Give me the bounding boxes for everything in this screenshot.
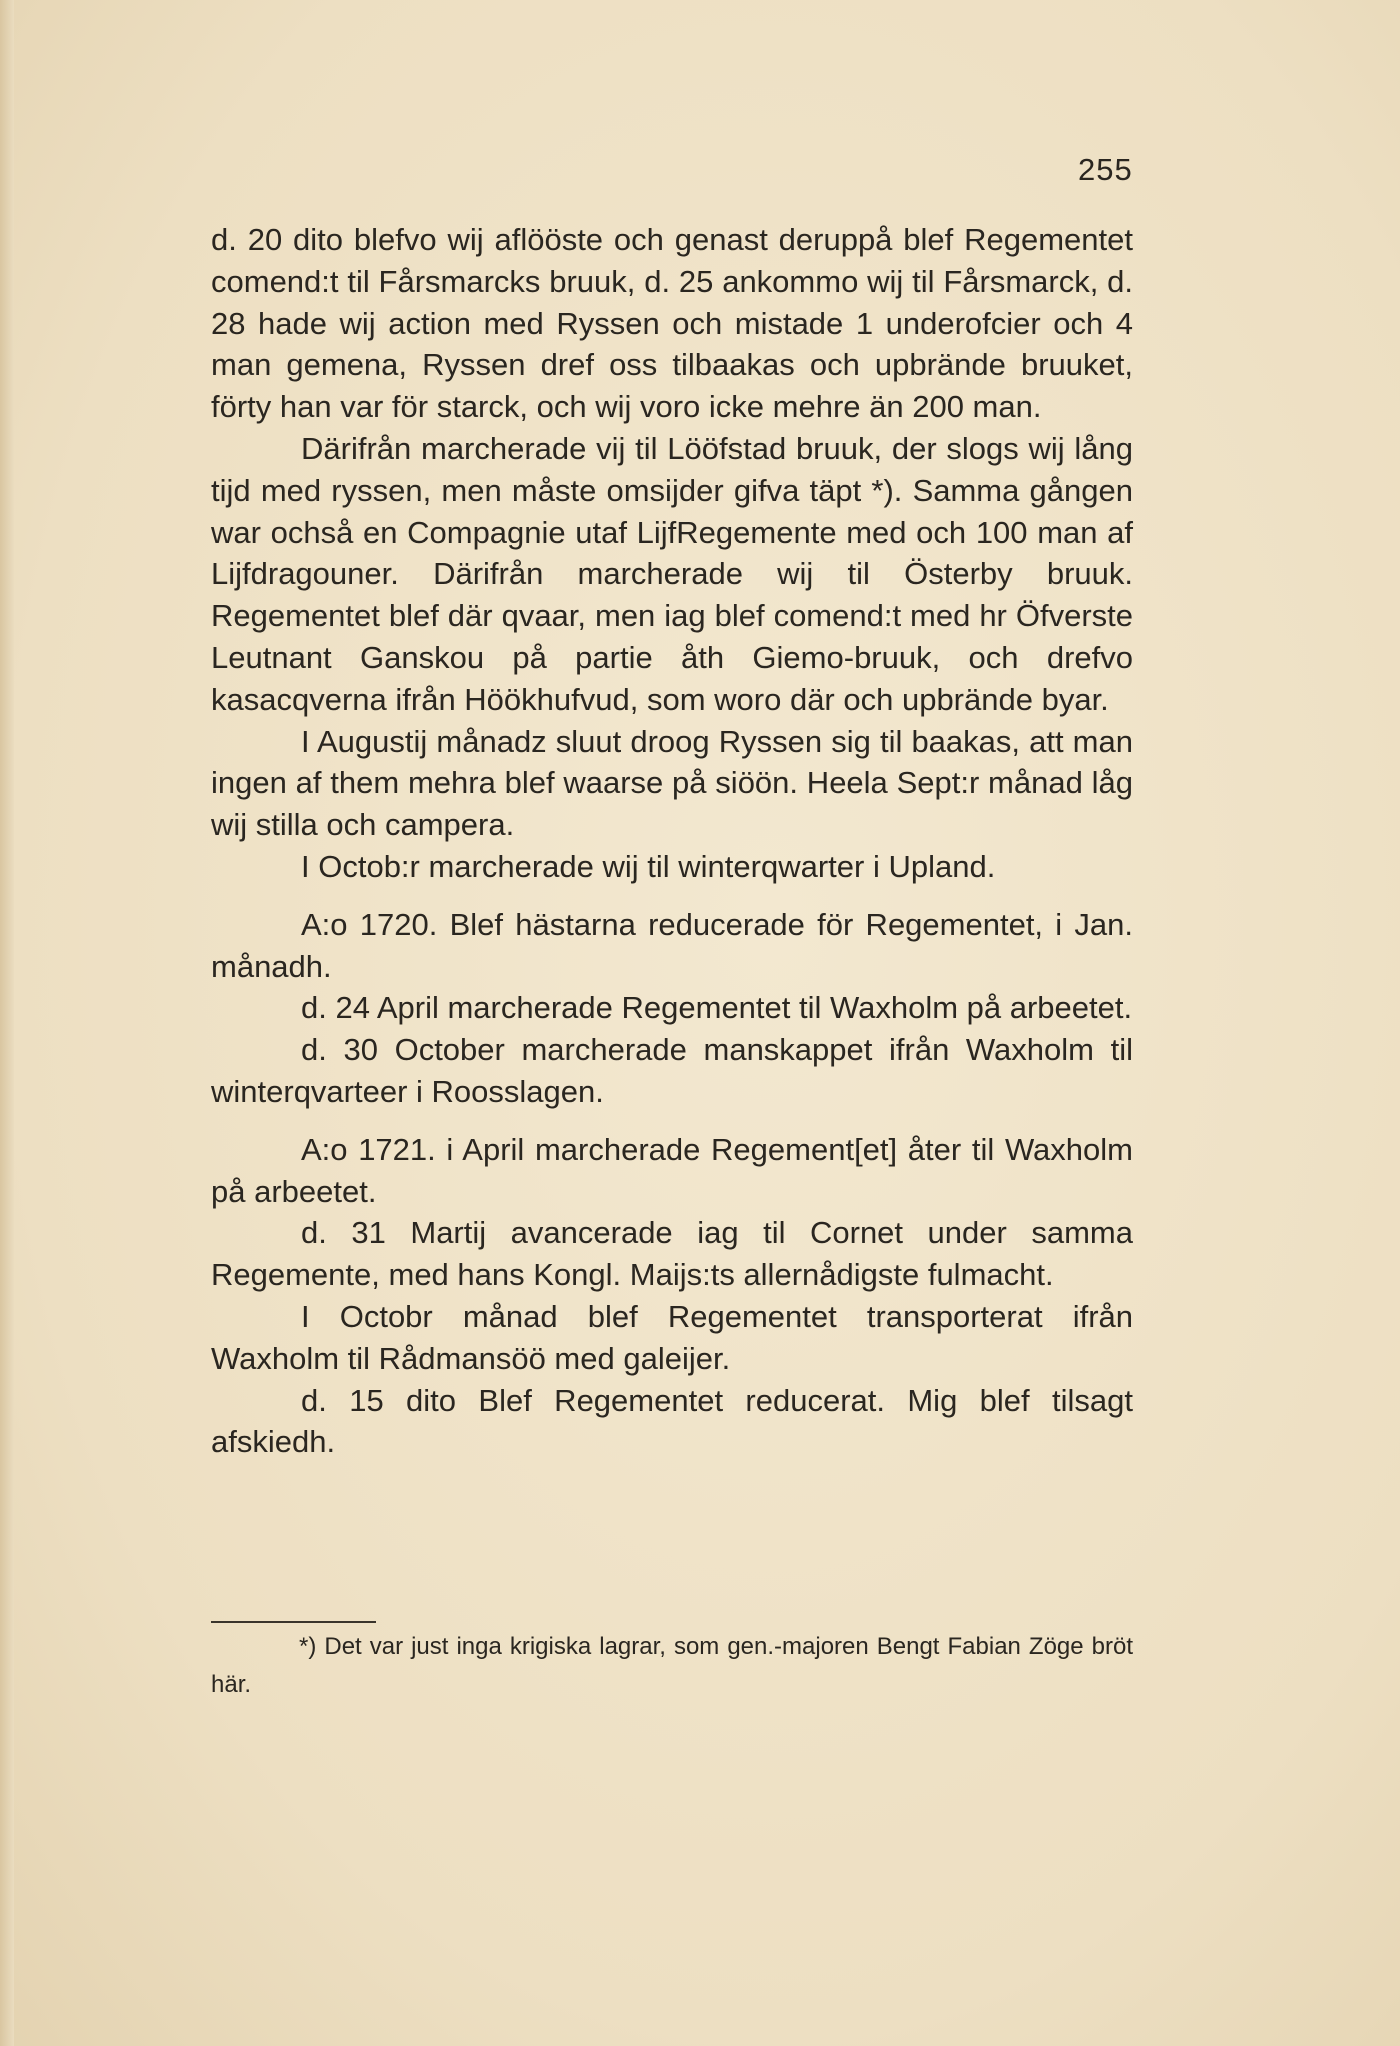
body-text bbox=[211, 219, 1133, 1463]
paragraph: d. 30 October marcherade manskappet ifrån Waxholm til winterqvarteer i Roosslagen. bbox=[211, 1032, 1133, 1109]
footnote bbox=[211, 1628, 1133, 1704]
paragraph: d. 15 dito Blef Regementet reducerat. Mig blef tilsagt afskiedh. bbox=[211, 1382, 1133, 1460]
footnote-divider bbox=[211, 1621, 376, 1623]
paragraph: A:o 1721. i April marcherade Regement[et] åter til Waxholm på arbeetet. bbox=[211, 1131, 1133, 1209]
paragraph: d. 20 dito blefvo wij aflööste och genast deruppå blef Regementet comend:t til Fårsmarcks bruuk, d. 25 ankommo wij til Fårsmarck, d. 28 hade wij action med Ryssen och mistade 1 underofcier och 4 man gemena, Ryssen dref oss tilbaakas och upbrände bruuket, förty han var för starck, och wij voro icke mehre än 200 man. bbox=[211, 222, 1133, 425]
page-spine-edge bbox=[0, 0, 14, 2046]
paragraph: d. 24 April marcherade Regementet til Waxholm på arbeetet. bbox=[301, 990, 1133, 1026]
footnote-text: *) Det var just inga krigiska lagrar, som gen.-majoren Bengt Fabian Zöge bröt här. bbox=[211, 1633, 1133, 1698]
paragraph: I Augustij månadz sluut droog Ryssen sig til baakas, att man ingen af them mehra blef waarse på siöön. Heela Sept:r månad låg wij stilla och campera. bbox=[211, 723, 1133, 843]
paragraph: A:o 1720. Blef hästarna reducerade för Regementet, i Jan. månadh. bbox=[211, 906, 1133, 984]
paragraph: Därifrån marcherade vij til Lööfstad bruuk, der slogs wij lång tijd med ryssen, men måste omsijder gifva täpt *). Samma gången war ochså en Compagnie utaf LijfRegemente med och 100 man af Lijfdragouner. Därifrån marcherade wij til Österby bruuk. Regementet blef där qvaar, men iag blef comend:t med hr Öfverste Leutnant Ganskou på partie åth Giemo-bruuk, och drefvo kasacqverna ifrån Höökhufvud, som woro där och upbrände byar. bbox=[211, 430, 1133, 717]
paragraph: d. 31 Martij avancerade iag til Cornet under samma Regemente, med hans Kongl. Maijs:ts allernådigste fulmacht. bbox=[211, 1215, 1133, 1293]
paragraph: I Octob:r marcherade wij til winterqwarter i Upland. bbox=[301, 848, 996, 884]
page-number: 255 bbox=[1078, 152, 1133, 187]
paragraph: I Octobr månad blef Regementet transporterat ifrån Waxholm til Rådmansöö med galeijer. bbox=[211, 1298, 1133, 1376]
